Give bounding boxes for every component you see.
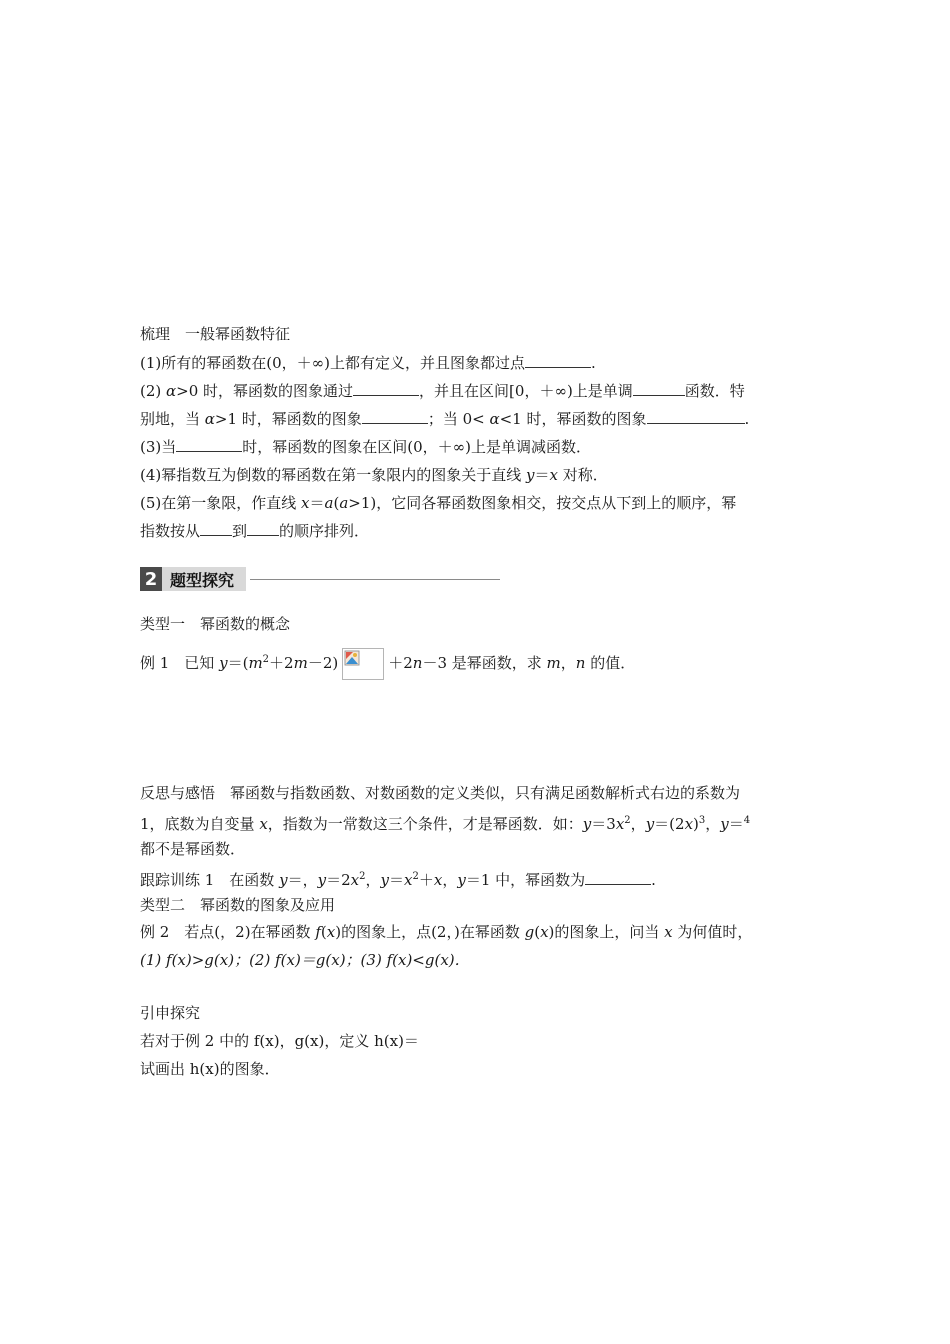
section-divider (250, 579, 500, 580)
answer-blank[interactable] (247, 521, 279, 536)
review-item-4: (4)幂指数互为倒数的幂函数在第一象限内的图象关于直线 y＝x 对称． (140, 466, 608, 484)
review-item-5-cont: 指数按从 到 的顺序排列． (140, 522, 370, 540)
section-header (140, 567, 500, 591)
review-item-2: (2) α>0 时，幂函数的图象通过 ，并且在区间[0，＋∞)上是单调 函数．特 (140, 382, 745, 400)
answer-blank[interactable] (633, 381, 685, 396)
section-number: 2 (140, 567, 162, 591)
tracking-exercise-1: 跟踪训练 1 在函数 y＝，$y=2x^2$，$y=x^2+x$，y＝1 中，幂函数为 . (140, 871, 656, 889)
review-item-3: (3)当 时，幂函数的图象在区间(0，＋∞)上是单调减函数． (140, 438, 591, 456)
section-title: 题型探究 (162, 567, 246, 591)
answer-blank[interactable] (525, 353, 591, 368)
type1-heading: 类型一 幂函数的概念 (140, 615, 291, 633)
answer-blank[interactable] (200, 521, 232, 536)
answer-blank[interactable] (647, 409, 745, 424)
review-heading: 梳理 一般幂函数特征 (140, 325, 291, 343)
reflection-line-3: 都不是幂函数． (140, 840, 246, 858)
example-1: 例 1 已知 $y=(m^2+2m-2) +2n-3$ 是幂函数，求 m，n 的值． (140, 648, 635, 680)
broken-image-icon (342, 648, 384, 680)
extension-line-2: 试画出 h(x)的图象． (140, 1060, 280, 1078)
extension-heading: 引申探究 (140, 1004, 201, 1022)
example-2-questions: (1) f(x)>g(x)；(2) f(x)＝g(x)；(3) f(x)<g(x)． (140, 951, 470, 969)
review-item-1: (1)所有的幂函数在(0，＋∞)上都有定义，并且图象都过点 . (140, 354, 596, 372)
type2-heading: 类型二 幂函数的图象及应用 (140, 896, 336, 914)
answer-blank[interactable] (353, 381, 419, 396)
example-2: 例 2 若点(，2)在幂函数 f(x)的图象上，点(2，)在幂函数 g(x)的图象上，问当 x 为何值时， (140, 923, 753, 941)
review-item-2-cont: 别地，当 α>1 时，幂函数的图象 ；当 0< α<1 时，幂函数的图象 . (140, 410, 750, 428)
answer-blank[interactable] (362, 409, 428, 424)
answer-blank[interactable] (176, 437, 242, 452)
reflection-line-2: 1，底数为自变量 x，指数为一常数这三个条件，才是幂函数．如：$y=3x^2$，$y=(2x)^3$，y＝$^4$ (140, 815, 751, 833)
extension-line-1: 若对于例 2 中的 f(x)，g(x)，定义 h(x)＝ (140, 1032, 419, 1050)
reflection-line-1: 反思与感悟 幂函数与指数函数、对数函数的定义类似，只有满足函数解析式右边的系数为 (140, 784, 741, 802)
review-item-5: (5)在第一象限，作直线 x＝a(a>1)，它同各幂函数图象相交，按交点从下到上的顺序，幂 (140, 494, 737, 512)
answer-blank[interactable] (585, 870, 651, 885)
